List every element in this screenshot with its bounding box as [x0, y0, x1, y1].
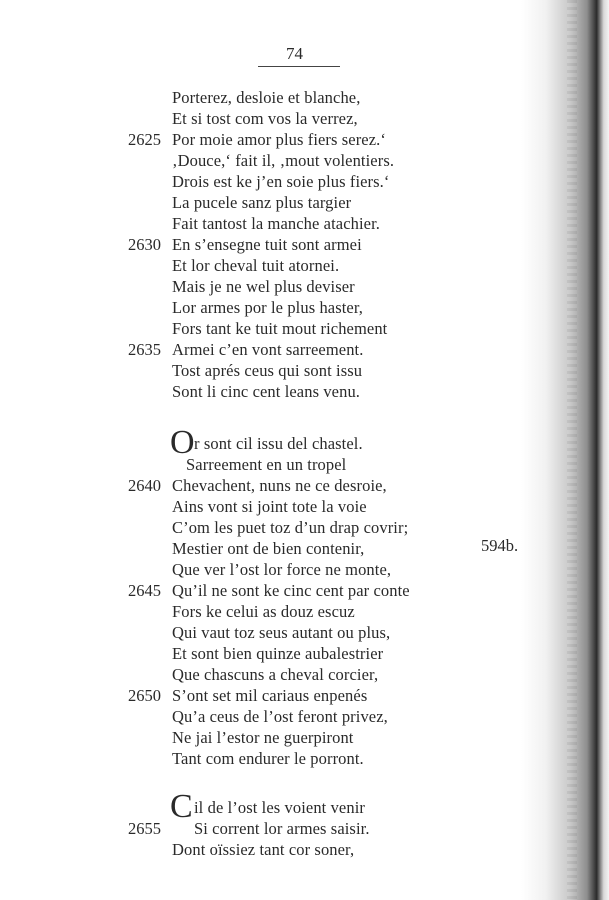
page-number-rule — [258, 66, 340, 67]
verse-line: Qu’a ceus de l’ost feront privez, — [172, 707, 388, 726]
verse-line: Ne jai l’estor ne guerpiront — [172, 728, 354, 747]
verse-line: Por moie amor plus fiers serez.‘ — [172, 130, 386, 149]
verse-line: Dont oïssiez tant cor soner, — [172, 840, 355, 859]
verse-line: S’ont set mil cariaus enpenés — [172, 686, 368, 705]
line-number: 2655 — [128, 819, 161, 838]
page-gutter-shadow — [521, 0, 609, 900]
verse-line: Qui vaut toz seus autant ou plus, — [172, 623, 391, 642]
verse-line: Porterez, desloie et blanche, — [172, 88, 361, 107]
verse-line: Sont li cinc cent leans venu. — [172, 382, 361, 401]
verse-line: Ains vont si joint tote la voie — [172, 497, 367, 516]
line-number: 2650 — [128, 686, 161, 705]
verse-line: Fait tantost la manche atachier. — [172, 214, 380, 233]
verse-line: Que ver l’ost lor force ne monte, — [172, 560, 392, 579]
line-number: 2645 — [128, 581, 161, 600]
line-number: 2640 — [128, 476, 161, 495]
verse-line: Fors tant ke tuit mout richement — [172, 319, 388, 338]
verse-line: C’om les puet toz d’un drap covrir; — [172, 518, 409, 537]
verse-line: Tant com endurer le porront. — [172, 749, 364, 768]
verse-line: Qu’il ne sont ke cinc cent par conte — [172, 581, 410, 600]
verse-line: Armei c’en vont sarreement. — [172, 340, 364, 359]
verse-line: Mestier ont de bien contenir, — [172, 539, 365, 558]
line-number: 2630 — [128, 235, 161, 254]
page-number: 74 — [286, 44, 303, 63]
verse-line: Mais je ne wel plus deviser — [172, 277, 355, 296]
verse-line: ‚Douce,‘ fait il, ‚mout volentiers. — [172, 151, 395, 170]
initial-letter: O — [170, 424, 195, 461]
verse-line: Et sont bien quinze aubalestrier — [172, 644, 384, 663]
initial-letter: C — [170, 788, 193, 825]
verse-line: Tost aprés ceus qui sont issu — [172, 361, 363, 380]
verse-line: Sarreement en un tropel — [186, 455, 347, 474]
verse-line: Et lor cheval tuit atornei. — [172, 256, 340, 275]
verse-line: Chevachent, nuns ne ce desroie, — [172, 476, 387, 495]
line-number: 2635 — [128, 340, 161, 359]
verse-line: r sont cil issu del chastel. — [194, 434, 363, 453]
verse-line: Si corrent lor armes saisir. — [194, 819, 370, 838]
line-number: 2625 — [128, 130, 161, 149]
verse-line: Drois est ke j’en soie plus fiers.‘ — [172, 172, 390, 191]
verse-line: Que chascuns a cheval corcier, — [172, 665, 379, 684]
verse-line: il de l’ost les voient venir — [194, 798, 365, 817]
verse-line: Lor armes por le plus haster, — [172, 298, 364, 317]
verse-line: En s’ensegne tuit sont armei — [172, 235, 362, 254]
verse-line: Fors ke celui as douz escuz — [172, 602, 355, 621]
verse-line: La pucele sanz plus targier — [172, 193, 352, 212]
verse-line: Et si tost com vos la verrez, — [172, 109, 358, 128]
margin-note: 594b. — [481, 536, 519, 555]
